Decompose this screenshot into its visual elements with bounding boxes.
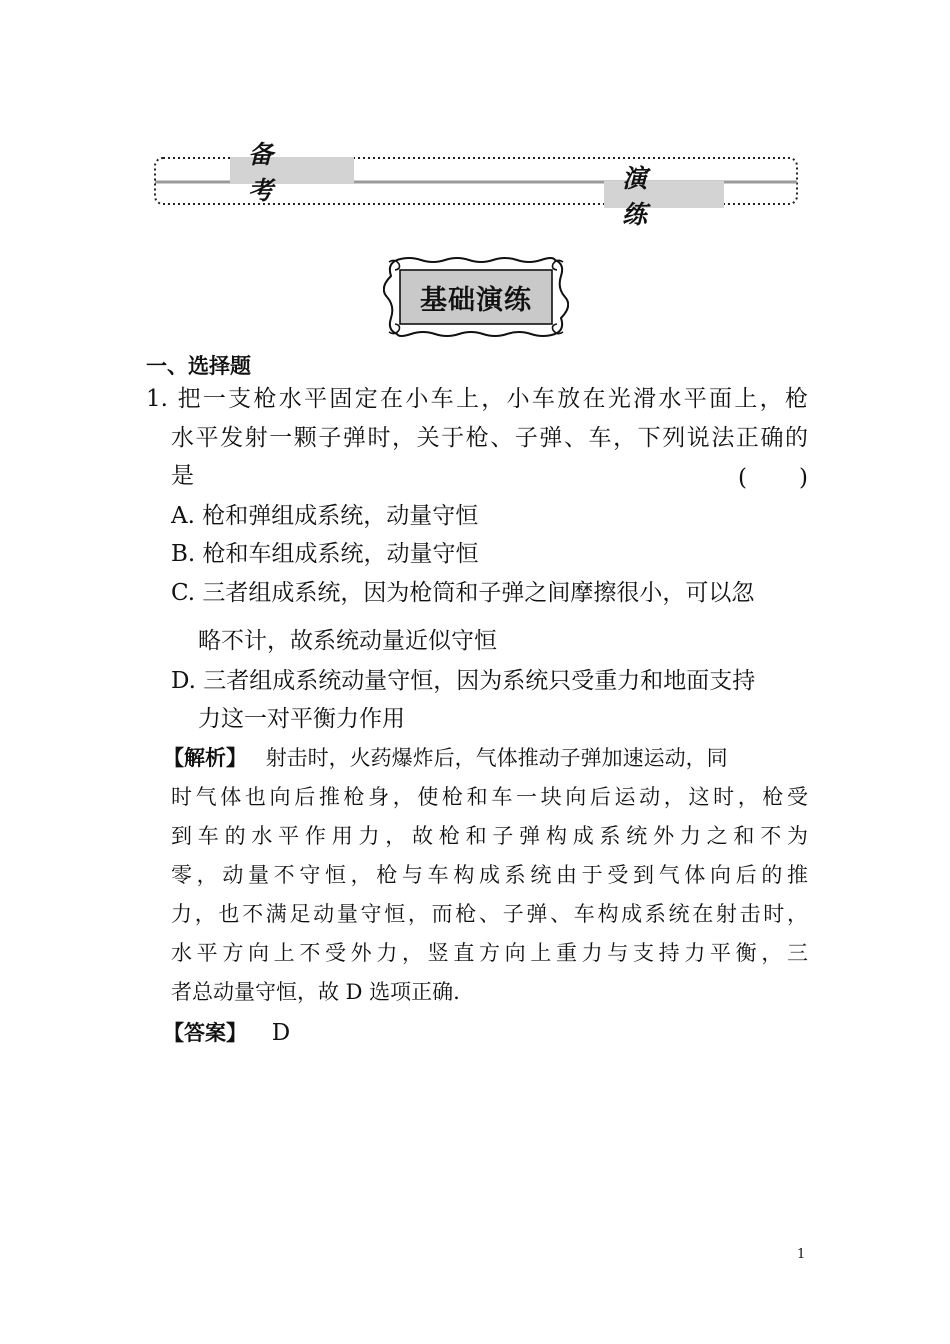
option-d-line-2: 力这一对平衡力作用 (198, 706, 405, 732)
answer-bracket (738, 465, 808, 491)
page-number: 1 (797, 1247, 806, 1262)
analysis-line-3: 到车的水平作用力，故枪和子弹构成系统外力之和不为 (171, 824, 808, 848)
bracket-open: ( (738, 465, 747, 491)
analysis-line-5: 力，也不满足动量守恒，而枪、子弹、车构成系统在射击时， (171, 902, 808, 926)
banner-right-label: 演 练 (622, 163, 666, 229)
analysis-label: 【解析】 (163, 746, 247, 770)
option-c-line-2: 略不计，故系统动量近似守恒 (198, 628, 497, 654)
question-type-title: 一、选择题 (146, 354, 251, 378)
option-b: B. 枪和车组成系统，动量守恒 (171, 541, 479, 567)
question-line-2: 水平发射一颗子弹时，关于枪、子弹、车，下列说法正确的 (171, 425, 808, 451)
analysis-line-1 (163, 748, 808, 769)
analysis-line-2: 时气体也向后推枪身，使枪和车一块向后运动，这时，枪受 (171, 785, 808, 809)
option-c-line-1: C. 三者组成系统，因为枪筒和子弹之间摩擦很小，可以忽 (171, 580, 755, 606)
section-heading: 基础演练 (420, 284, 532, 316)
banner-left-label: 备 考 (248, 139, 292, 205)
question-line-1: 1. 把一支枪水平固定在小车上，小车放在光滑水平面上，枪 (146, 386, 808, 412)
option-a: A. 枪和弹组成系统，动量守恒 (171, 503, 479, 529)
option-d-line-1: D. 三者组成系统动量守恒，因为系统只受重力和地面支持 (171, 668, 756, 694)
analysis-line-7: 者总动量守恒，故 D 选项正确. (171, 980, 460, 1004)
analysis-line-4: 零，动量不守恒，枪与车构成系统由于受到气体向后的推 (171, 863, 808, 887)
answer-label: 【答案】 (163, 1021, 247, 1045)
analysis-text-1: 射击时，火药爆炸后，气体推动子弹加速运动，同 (265, 746, 728, 770)
answer-value: D (271, 1020, 291, 1046)
question-line-3: 是 (171, 463, 194, 489)
analysis-line-6: 水平方向上不受外力，竖直方向上重力与支持力平衡，三 (171, 941, 808, 965)
banner-tab-left (230, 139, 354, 205)
bracket-close: ) (799, 465, 808, 491)
banner-tab-right (604, 163, 724, 229)
section-heading-plaque (383, 256, 569, 338)
answer-row (163, 1017, 290, 1047)
header-banner (152, 139, 800, 229)
